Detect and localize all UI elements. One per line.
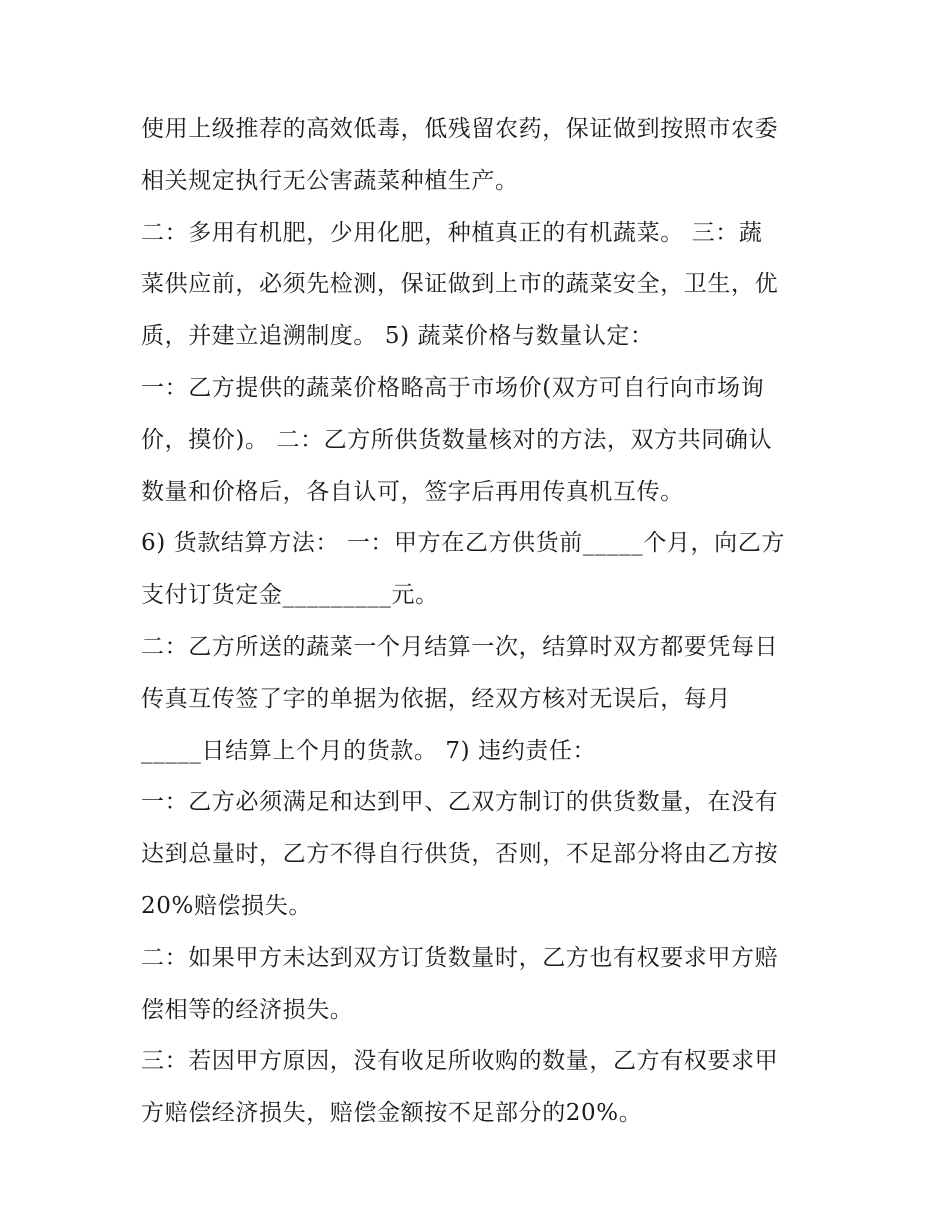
text-line: 方赔偿经济损失，赔偿金额按不足部分的20%。 xyxy=(141,1100,643,1127)
text-line: 一：乙方必须满足和达到甲、乙双方制订的供货数量，在没有 xyxy=(141,789,779,816)
text-line: 20%赔偿损失。 xyxy=(141,892,312,919)
text-line: 相关规定执行无公害蔬菜种植生产。 xyxy=(141,167,519,194)
text-line: 偿相等的经济损失。 xyxy=(141,996,354,1023)
text-line: 使用上级推荐的高效低毒，低残留农药，保证做到按照市农委 xyxy=(141,116,779,142)
text-line: 一：乙方提供的蔬菜价格略高于市场价(双方可自行向市场询 xyxy=(141,374,765,401)
text-line: 达到总量时，乙方不得自行供货，否则，不足部分将由乙方按 xyxy=(141,841,779,868)
text-line: 6) 货款结算方法： 一：甲方在乙方供货前_____个月，向乙方 xyxy=(141,530,785,557)
text-line: 三：若因甲方原因，没有收足所收购的数量，乙方有权要求甲 xyxy=(141,1048,779,1075)
text-line: 二：多用有机肥，少用化肥，种植真正的有机蔬菜。 三：蔬 xyxy=(141,219,763,246)
text-line: 二：如果甲方未达到双方订货数量时，乙方也有权要求甲方赔 xyxy=(141,944,779,971)
document-body xyxy=(141,104,821,1140)
text-line: 数量和价格后，各自认可，签字后再用传真机互传。 xyxy=(141,478,684,505)
text-line: 菜供应前，必须先检测，保证做到上市的蔬菜安全，卫生，优 xyxy=(141,271,779,298)
text-line: 价，摸价)。 二：乙方所供货数量核对的方法，双方共同确认 xyxy=(141,426,773,453)
text-line: _____日结算上个月的货款。 7) 违约责任： xyxy=(141,737,597,764)
text-line: 二：乙方所送的蔬菜一个月结算一次，结算时双方都要凭每日 xyxy=(141,633,779,660)
text-line: 支付订货定金_________元。 xyxy=(141,582,439,609)
text-line: 质，并建立追溯制度。 5) 蔬菜价格与数量认定： xyxy=(141,323,654,350)
text-line: 传真互传签了字的单据为依据，经双方核对无误后，每月 xyxy=(141,685,731,712)
